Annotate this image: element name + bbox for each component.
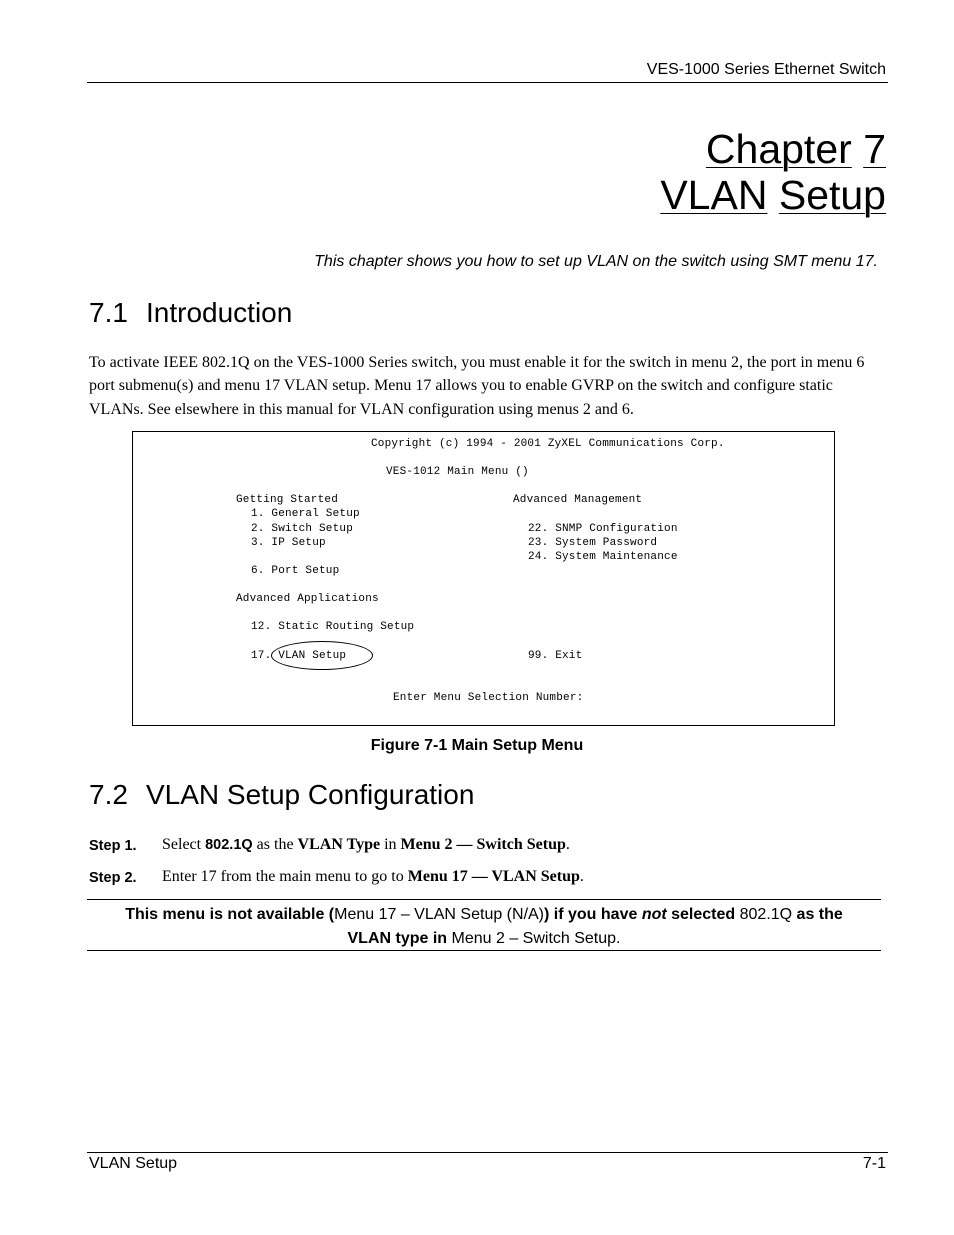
section-heading-introduction xyxy=(89,297,292,329)
footer-rule xyxy=(87,1152,888,1153)
header-rule xyxy=(87,82,888,83)
screen-advanced-applications: Advanced Applications xyxy=(236,593,379,605)
menu-item-ip-setup: 3. IP Setup xyxy=(251,537,326,549)
note-top-rule xyxy=(87,899,881,900)
footer-section-name: VLAN Setup xyxy=(89,1155,178,1172)
section-title: VLAN Setup Configuration xyxy=(146,779,475,810)
section-number: 7.2 xyxy=(89,779,128,810)
chapter-number: 7 xyxy=(863,126,886,172)
note-bottom-rule xyxy=(87,950,881,951)
chapter-title-word1: VLAN xyxy=(660,172,768,218)
menu-item-exit: 99. Exit xyxy=(528,650,583,662)
step-1-label: Step 1. xyxy=(89,838,137,854)
step-2-text: Enter 17 from the main menu to go to Menu 17 — VLAN Setup. xyxy=(162,868,584,885)
menu-item-system-password: 23. System Password xyxy=(528,537,658,549)
vlan-setup-highlight-oval xyxy=(271,641,373,670)
screen-prompt: Enter Menu Selection Number: xyxy=(393,692,584,704)
intro-paragraph: To activate IEEE 802.1Q on the VES-1000 Series switch, you must enable it for the switch in menu 2, the port in menu 6 port submenu(s) and menu 17 VLAN setup. Menu 17 allows you to enable GVRP on the switch and configure static VLANs. See elsewhere in this manual for VLAN configuration using menus 2 and 6. xyxy=(89,354,865,418)
menu-item-vlan-setup: 17. VLAN Setup xyxy=(251,650,347,662)
menu-item-system-maintenance: 24. System Maintenance xyxy=(528,551,678,563)
section-title: Introduction xyxy=(146,297,293,328)
menu-item-general-setup: 1. General Setup xyxy=(251,508,360,520)
chapter-word: Chapter xyxy=(705,126,852,172)
chapter-title-word2: Setup xyxy=(778,172,886,218)
screen-menu-title: VES-1012 Main Menu () xyxy=(386,466,529,478)
step-1-text: Select 802.1Q as the VLAN Type in Menu 2 — Switch Setup. xyxy=(162,836,570,853)
chapter-intro: This chapter shows you how to set up VLAN on the switch using SMT menu 17. xyxy=(314,253,878,270)
screen-advanced-management: Advanced Management xyxy=(513,494,643,506)
screen-getting-started: Getting Started xyxy=(236,494,339,506)
step-2-label: Step 2. xyxy=(89,870,137,886)
menu-item-switch-setup: 2. Switch Setup xyxy=(251,523,354,535)
figure-caption: Figure 7-1 Main Setup Menu xyxy=(370,737,584,754)
running-header: VES-1000 Series Ethernet Switch xyxy=(646,61,886,78)
screen-copyright: Copyright (c) 1994 - 2001 ZyXEL Communications Corp. xyxy=(371,438,725,450)
note-box: This menu is not available (Menu 17 – VLAN Setup (N/A)) if you have not selected 802.1Q as the VLAN type in Menu 2 – Switch Setup. xyxy=(125,906,843,947)
menu-item-snmp-configuration: 22. SNMP Configuration xyxy=(528,523,678,535)
section-number: 7.1 xyxy=(89,297,128,328)
section-heading-vlan-setup-configuration xyxy=(89,779,474,811)
menu-item-port-setup: 6. Port Setup xyxy=(251,565,340,577)
page-number: 7-1 xyxy=(862,1155,886,1172)
chapter-title xyxy=(660,126,886,218)
menu-item-static-routing-setup: 12. Static Routing Setup xyxy=(251,621,415,633)
